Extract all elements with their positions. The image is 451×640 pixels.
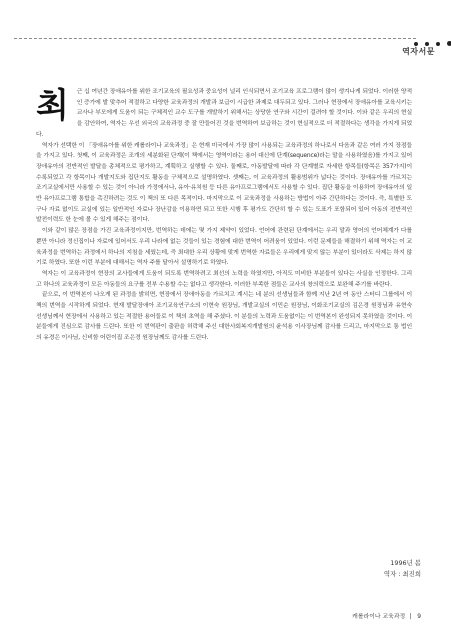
header-dashed-rule xyxy=(14,38,416,39)
section-label: 역자서문 xyxy=(402,47,435,56)
footer-separator: | xyxy=(409,614,412,620)
signature-translator: 역자 : 최진희 xyxy=(383,570,421,578)
signature-block xyxy=(384,558,421,580)
page-number: 9 xyxy=(417,614,421,620)
paragraph-2: 역자가 선택한 이 「장애유아를 위한 캐롤라이나 교육과정」은 현재 미국에서 가장 많이 사용되는 교육과정의 하나로서 다음과 같은 여러 가지 장점들을 가지고 있다. 첫째, 이 교육과정은 조개의 세분화된 단계(이 책에서는 영역이라는 용어 대신에 단계(sequence)라는 말을 사용하였음)를 가지고 있어 장애유아의 전반적인 발달을 총체적으로 평가하고, 계획하고 실행할 수 있다. 둘째로, 아동발달에 따라 각 단계별로 자세한 항목들(항목은 357가지)이 수록되었고 각 항목이나 개발지도와 집단지도 활동을 구체적으로 설명하였다. 셋째는, 이 교육과정의 활용범위가 넓다는 것이다. 장애유아를 가르치는 조기교실에서만 사용할 수 있는 것이 아니라 가정에서나, 유아·유치원 등 다른 유아프로그램에서도 사용할 수 있다. 집단 활동을 이용하여 장애유아의 일반 유아프로그램 통합을 촉진하려는 것도 이 책의 또 다른 목적이다. 마지막으로 이 교육과정을 사용하는 방법이 아주 간단하다는 것이다. 즉, 특별한 도구나 자료 없이도 교실에 있는 일반적인 자료나 장난감을 이용하면 되고 또한 시행 후 평가도 간단히 할 수 있는 도표가 포함되어 있어 아동의 전반적인 발전이력도 한 눈에 볼 수 있게 해주는 점이다. xyxy=(36,142,412,224)
paragraph-1 xyxy=(36,87,412,141)
ornament-dot xyxy=(436,42,440,46)
ornament-dot xyxy=(425,42,429,46)
paragraph-text: 근 십 여년간 장애유아를 위한 조기교육의 필요성과 중요성이 널리 인식되면서 조기교육 프로그램이 많이 생겨나게 되었다. 이러한 양적인 증가에 발 맞추어 적절하고 다양한 교육과정의 개발과 보급이 시급한 과제로 대두되고 있다. 그러나 현장에서 장애유아를 교육시키는 교사나 부모에게 도움이 되는 구체적인 교수 도구를 개발하기 위해서는 상당한 연구와 시간이 걸려야 할 것이다. 이와 같은 우리의 현실을 감안하여, 역자는 우선 외국의 교육과정 중 잘 만들어진 것을 번역하여 보급하는 것이 현실적으로 더 적절하다는 생각을 가지게 되었다. xyxy=(36,89,412,138)
paragraph-5: 끝으로, 이 번역본이 나오게 된 과정을 밝히면, 현장에서 장애아동을 가르치고 계시는 네 분의 선생님들과 함께 지난 2년 여 동안 스터디 그룹에서 이 책의 번역을 시작하게 되었다. 현재 발달장애아 조기교육연구소의 이현숙 원장님, 개발교실의 이민순 원장님, 이화조기교실의 김은경 원장님과 유현숙 선생님께서 현장에서 사용하고 있는 적절한 용어들로 이 책의 초역을 해 주셨다. 이 분들의 노력과 도움없이는 이 번역본이 완성되지 못하였을 것이다. 이 분들에게 진심으로 감사를 드린다. 또한 이 번역판이 출판을 허락해 주신 대한사회복지개발원의 윤석용 이사장님께 감사를 드리고, 마지막으로 통 법인의 유경은 이사님, 신비함 어린이집 조은경 원장님께도 감사를 드린다. xyxy=(36,292,412,342)
paragraph-4: 역자는 이 교육과정이 현장의 교사들에게 도움이 되도록 번역하려고 최선의 노력을 하였지만, 아직도 미비한 부분들이 있다는 사실을 인정한다. 그리고 하나의 교육과정이 모든 아동들의 요구를 전부 수용할 수는 없다고 생각한다. 이러한 부족한 점들은 교사의 창의력으로 보완해 주기를 바란다. xyxy=(36,270,412,288)
ornament-dot xyxy=(447,41,451,46)
paragraph-3: 이와 같이 많은 장점을 가진 교육과정이지만, 번역하는 데에는 몇 가지 제약이 있었다. 언어에 관련된 단계에서는 우리 말과 영어의 언어체계가 다를 뿐만 아니라 정신집이나 자료에 있어서도 우리 나라에 없는 것들이 있는 경험에 대한 번역이 어려움이 있었다. 이런 문제들을 해결하기 위해 역자는 이 교육과정을 번역하는 과정에서 하나의 지침을 세웠는데, 즉 최대한 우리 상황에 맞게 번역한 자료들은 우리에게 맞지 않는 부분이 있더라도 삭제는 하지 않기로 하였다. 또한 이런 부분에 대해서는 역자 주를 달아서 설명하기로 하였다. xyxy=(36,228,412,267)
ornament-dot xyxy=(414,42,418,46)
drop-cap: 최 xyxy=(36,86,69,126)
signature-date: 1996년 봄 xyxy=(390,559,421,567)
footer-book-title: 캐롤라이나 교육과정 xyxy=(352,614,406,620)
preface-body xyxy=(36,87,412,344)
page-footer xyxy=(352,611,421,620)
